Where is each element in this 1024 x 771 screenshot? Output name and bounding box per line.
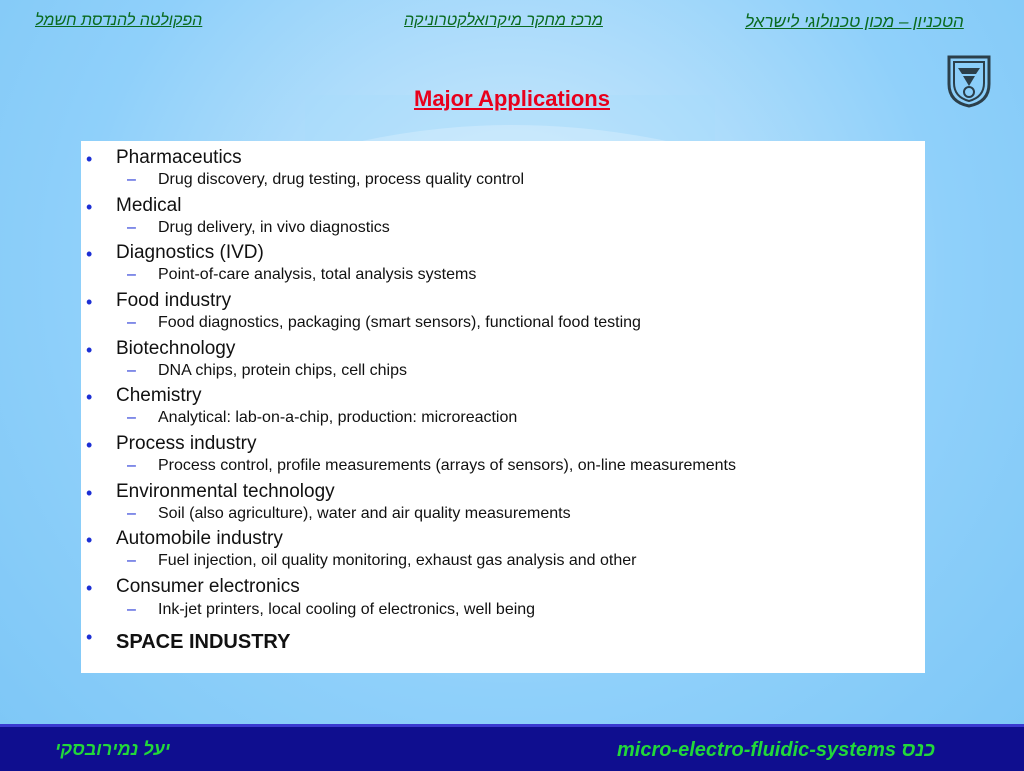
item-detail: Analytical: lab-on-a-chip, production: microreaction xyxy=(158,409,518,426)
item-label: Environmental technology xyxy=(116,481,335,502)
applications-list xyxy=(81,141,925,673)
bullet: • xyxy=(86,627,93,647)
bullet: • xyxy=(86,387,93,407)
item-detail: Fuel injection, oil quality monitoring, exhaust gas analysis and other xyxy=(158,552,637,569)
item-label: Medical xyxy=(116,195,182,216)
bullet: • xyxy=(86,292,93,312)
bullet: • xyxy=(86,149,93,169)
bullet: • xyxy=(86,197,93,217)
sub-marker: – xyxy=(127,219,136,236)
sub-marker: – xyxy=(127,409,136,426)
item-detail: Process control, profile measurements (arrays of sensors), on-line measurements xyxy=(158,457,736,474)
item-label: Diagnostics (IVD) xyxy=(116,242,264,263)
sub-marker: – xyxy=(127,314,136,331)
item-detail: Ink-jet printers, local cooling of electronics, well being xyxy=(158,601,536,618)
bullet: • xyxy=(86,578,93,598)
course-title: micro-electro-fluidic-systems כנס xyxy=(617,739,936,761)
bullet: • xyxy=(86,483,93,503)
research-center-link[interactable]: מרכז מחקר מיקרואלקטרוניקה xyxy=(404,12,603,29)
sub-marker: – xyxy=(127,601,136,618)
item-detail: Point-of-care analysis, total analysis systems xyxy=(158,266,477,283)
item-label: Automobile industry xyxy=(116,528,283,549)
sub-marker: – xyxy=(127,552,136,569)
footer-bar xyxy=(0,724,1024,771)
item-label: Chemistry xyxy=(116,385,202,406)
item-label: Consumer electronics xyxy=(116,576,300,597)
sub-marker: – xyxy=(127,171,136,188)
bullet: • xyxy=(86,244,93,264)
sub-marker: – xyxy=(127,457,136,474)
bullet: • xyxy=(86,435,93,455)
item-label: SPACE INDUSTRY xyxy=(116,631,291,653)
sub-marker: – xyxy=(127,505,136,522)
bullet: • xyxy=(86,530,93,550)
faculty-link[interactable]: הפקולטה להנדסת חשמל xyxy=(35,12,203,29)
sub-marker: – xyxy=(127,362,136,379)
slide-title: Major Applications xyxy=(414,86,610,111)
item-detail: Drug discovery, drug testing, process quality control xyxy=(158,171,525,188)
item-detail: Soil (also agriculture), water and air quality measurements xyxy=(158,505,571,522)
item-label: Biotechnology xyxy=(116,338,236,359)
item-detail: DNA chips, protein chips, cell chips xyxy=(158,362,407,379)
header-links xyxy=(0,0,1024,40)
item-detail: Drug delivery, in vivo diagnostics xyxy=(158,219,390,236)
bullet: • xyxy=(86,340,93,360)
sub-marker: – xyxy=(127,266,136,283)
item-label: Food industry xyxy=(116,290,232,311)
author-name: יעל נמירובסקי xyxy=(55,739,171,759)
technion-link[interactable]: הטכניון – מכון טכנולוגי לישראל xyxy=(745,12,964,31)
item-label: Process industry xyxy=(116,433,257,454)
item-detail: Food diagnostics, packaging (smart sensors), functional food testing xyxy=(158,314,641,331)
item-label: Pharmaceutics xyxy=(116,147,242,168)
